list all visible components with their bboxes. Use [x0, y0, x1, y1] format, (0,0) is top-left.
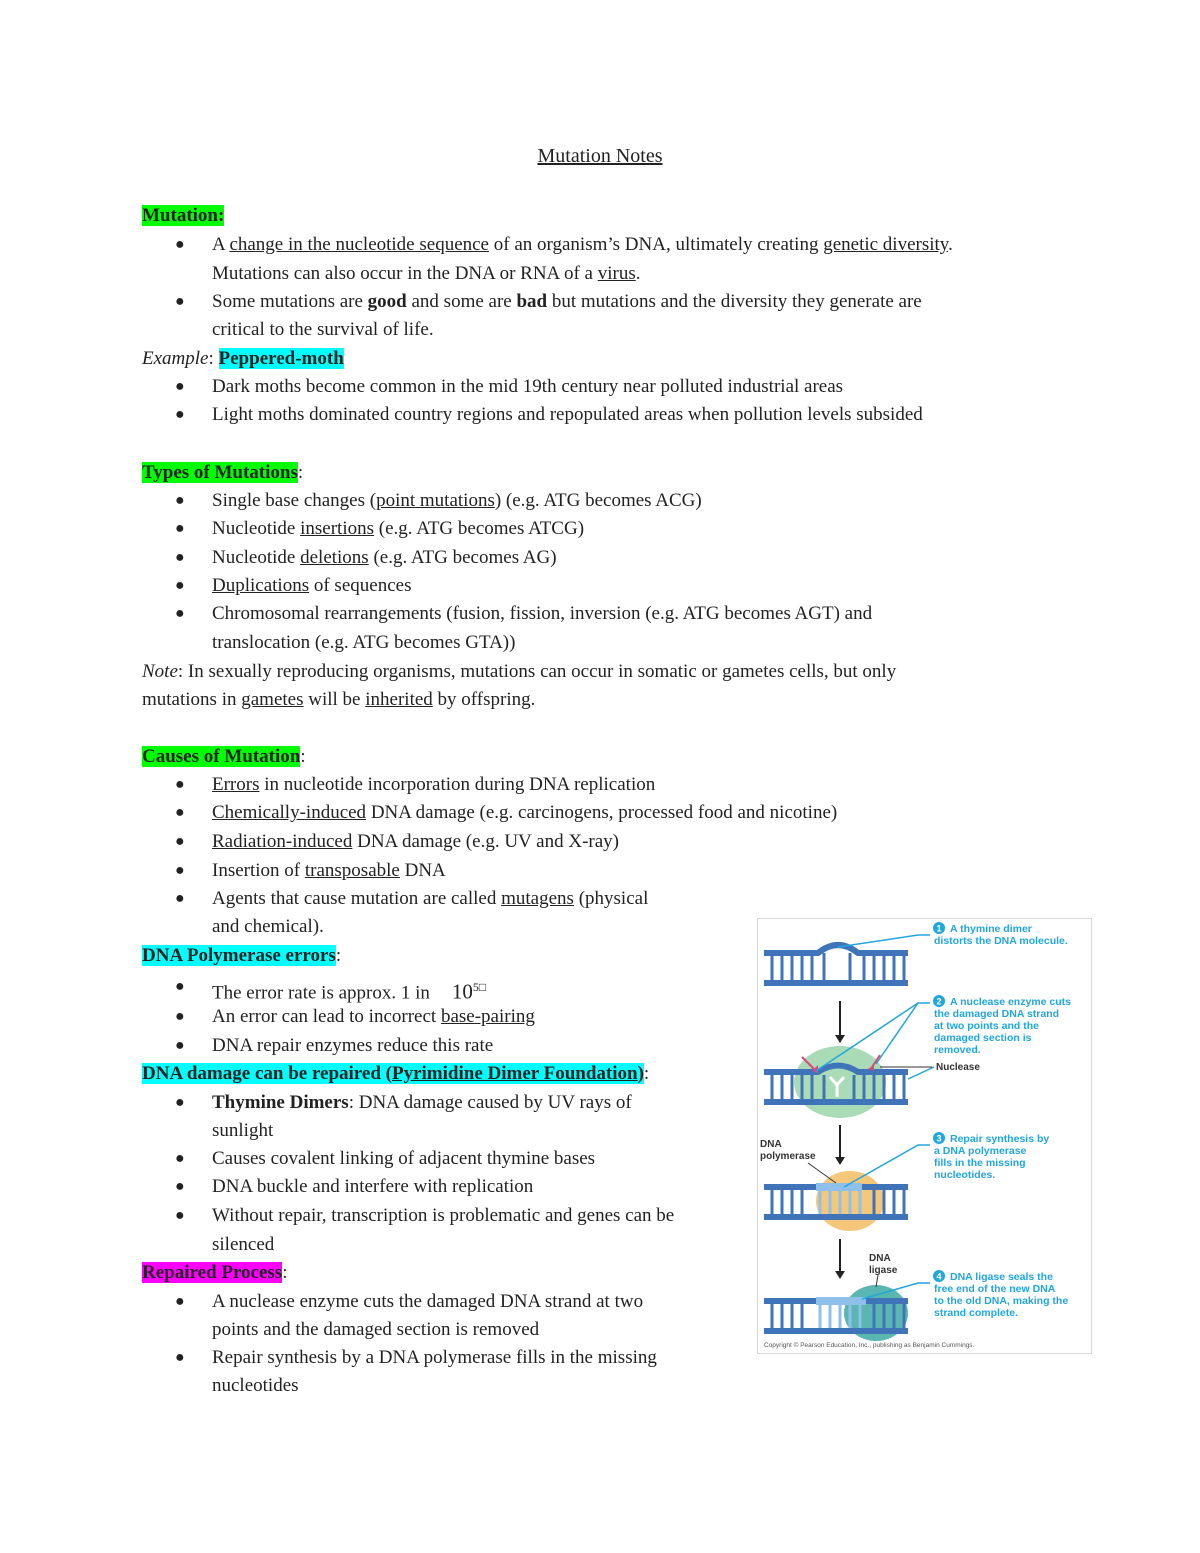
mutation-heading: Mutation:: [142, 205, 225, 226]
bullet-icon: ●: [175, 862, 185, 879]
list-item: The error rate is approx. 1 in $10^{5□}$: [212, 979, 487, 1004]
step2-label: at two points and the: [934, 1020, 1039, 1032]
step3-label: nucleotides.: [934, 1169, 996, 1181]
list-item-continued: critical to the survival of life.: [212, 319, 434, 340]
list-item-continued: nucleotides: [212, 1375, 299, 1396]
list-item: Thymine Dimers: DNA damage caused by UV rays of: [212, 1092, 632, 1113]
list-item-continued: sunlight: [212, 1120, 274, 1141]
bullet-icon: ●: [175, 378, 185, 395]
ligase-label: ligase: [869, 1265, 898, 1276]
bullet-icon: ●: [175, 833, 185, 850]
list-item: Chemically-induced DNA damage (e.g. carcinogens, processed food and nicotine): [212, 802, 838, 823]
list-item: DNA buckle and interfere with replication: [212, 1176, 534, 1197]
damage-heading: DNA damage can be repaired (Pyrimidine Dimer Foundation):: [142, 1063, 650, 1084]
bullet-icon: ●: [175, 605, 185, 622]
step-number: 4: [936, 1271, 942, 1282]
example-line: Example: Peppered-moth: [142, 348, 344, 369]
bullet-icon: ●: [175, 1094, 185, 1111]
step3-label: Repair synthesis by: [950, 1133, 1050, 1145]
list-item: Light moths dominated country regions and repopulated areas when pollution levels subsided: [212, 404, 923, 425]
list-item: Dark moths become common in the mid 19th century near polluted industrial areas: [212, 376, 844, 397]
list-item: A nuclease enzyme cuts the damaged DNA strand at two: [212, 1291, 644, 1312]
step2-label: damaged section is: [934, 1032, 1032, 1044]
list-item: Some mutations are good and some are bad but mutations and the diversity they generate are: [212, 291, 922, 312]
list-item: Nucleotide insertions (e.g. ATG becomes ATCG): [212, 518, 585, 539]
step2-label: the damaged DNA strand: [934, 1008, 1060, 1020]
bullet-icon: ●: [175, 293, 185, 310]
bullet-icon: ●: [175, 1037, 185, 1054]
figure-copyright: Copyright © Pearson Education, Inc., publishing as Benjamin Cummings.: [764, 1342, 975, 1349]
step2-label: A nuclease enzyme cuts: [950, 996, 1071, 1008]
list-item-continued: and chemical).: [212, 916, 324, 937]
list-item: Causes covalent linking of adjacent thymine bases: [212, 1148, 596, 1169]
repaired-heading: Repaired Process:: [142, 1262, 288, 1283]
bullet-icon: ●: [175, 978, 185, 995]
polymerase-label: polymerase: [760, 1151, 816, 1162]
bullet-icon: ●: [175, 492, 185, 509]
step-number: 3: [936, 1133, 942, 1144]
dna-strand-step1: [764, 945, 908, 983]
error-rate-base: 10: [451, 979, 473, 1004]
types-heading: Types of Mutations:: [142, 462, 304, 483]
list-item: Repair synthesis by a DNA polymerase fills in the missing: [212, 1347, 657, 1368]
list-item: An error can lead to incorrect base-pairing: [212, 1006, 535, 1027]
bullet-icon: ●: [175, 577, 185, 594]
bullet-icon: ●: [175, 1207, 185, 1224]
list-item: Errors in nucleotide incorporation during DNA replication: [212, 774, 656, 795]
bullet-icon: ●: [175, 804, 185, 821]
bullet-icon: ●: [175, 1150, 185, 1167]
step1-label: distorts the DNA molecule.: [934, 935, 1068, 947]
list-item: Duplications of sequences: [212, 575, 412, 596]
step4-label: free end of the new DNA: [934, 1283, 1056, 1295]
bullet-icon: ●: [175, 236, 185, 253]
step-number: 1: [936, 923, 942, 934]
nuclease-label: Nuclease: [936, 1062, 980, 1073]
bullet-icon: ●: [175, 406, 185, 423]
list-item: A change in the nucleotide sequence of an organism’s DNA, ultimately creating genetic diversity.: [212, 234, 953, 255]
list-item: DNA repair enzymes reduce this rate: [212, 1035, 494, 1056]
list-item-continued: points and the damaged section is removed: [212, 1319, 540, 1340]
list-item: Radiation-induced DNA damage (e.g. UV and X-ray): [212, 831, 619, 852]
note-line-continued: mutations in gametes will be inherited by offspring.: [142, 689, 536, 710]
step2-label: removed.: [934, 1044, 981, 1056]
bullet-icon: ●: [175, 1008, 185, 1025]
polymerase-label: DNA: [760, 1139, 782, 1150]
bullet-icon: ●: [175, 776, 185, 793]
list-item-continued: Mutations can also occur in the DNA or RNA of a virus.: [212, 263, 641, 284]
list-item: Agents that cause mutation are called mutagens (physical: [212, 888, 649, 909]
bullet-icon: ●: [175, 1178, 185, 1195]
list-item-continued: silenced: [212, 1234, 275, 1255]
note-line: Note: In sexually reproducing organisms, mutations can occur in somatic or gametes cells, but only: [142, 661, 897, 682]
step4-label: strand complete.: [934, 1307, 1019, 1319]
dna-repair-figure: [757, 918, 1092, 1354]
list-item: Single base changes (point mutations) (e.g. ATG becomes ACG): [212, 490, 702, 511]
bullet-icon: ●: [175, 549, 185, 566]
list-item: Insertion of transposable DNA: [212, 860, 446, 881]
polymerase-heading: DNA Polymerase errors:: [142, 945, 342, 966]
list-item: Nucleotide deletions (e.g. ATG becomes AG): [212, 547, 557, 568]
bullet-icon: ●: [175, 1349, 185, 1366]
step-number: 2: [936, 996, 942, 1007]
step1-label: A thymine dimer: [950, 923, 1032, 935]
step4-label: DNA ligase seals the: [950, 1271, 1053, 1283]
error-rate-exponent: 5□: [472, 980, 487, 994]
bullet-icon: ●: [175, 520, 185, 537]
step3-label: fills in the missing: [934, 1157, 1026, 1169]
list-item: Chromosomal rearrangements (fusion, fission, inversion (e.g. ATG becomes AGT) and: [212, 603, 873, 624]
bullet-icon: ●: [175, 890, 185, 907]
ligase-label: DNA: [869, 1253, 891, 1264]
causes-heading: Causes of Mutation:: [142, 746, 306, 767]
list-item: Without repair, transcription is problematic and genes can be: [212, 1205, 675, 1226]
step3-label: a DNA polymerase: [934, 1145, 1027, 1157]
bullet-icon: ●: [175, 1293, 185, 1310]
list-item-continued: translocation (e.g. ATG becomes GTA)): [212, 632, 516, 653]
page-title: Mutation Notes: [537, 145, 663, 167]
step4-label: to the old DNA, making the: [934, 1295, 1069, 1307]
